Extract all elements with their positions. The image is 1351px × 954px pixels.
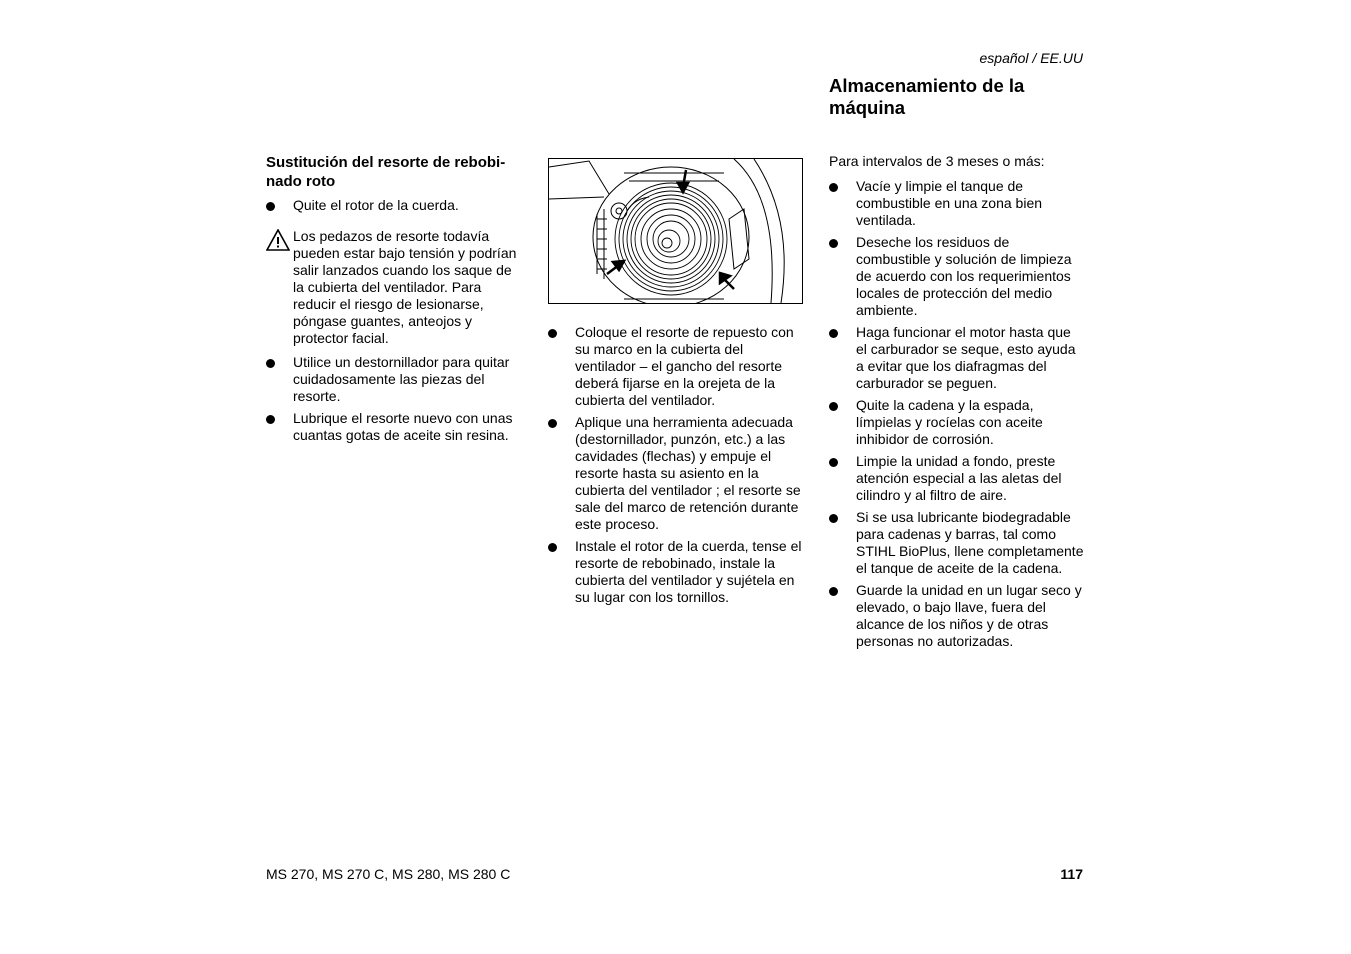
bullet-icon xyxy=(266,202,275,211)
section-title xyxy=(829,75,1089,119)
list-item xyxy=(829,509,1085,577)
list-item-text: Guarde la unidad en un lugar seco y elevado, o bajo llave, fuera del alcance de los niños y de otras personas no autorizadas. xyxy=(856,582,1082,649)
bullet-icon xyxy=(829,239,838,248)
list-item-text: Si se usa lubricante biodegradable para cadenas y barras, tal como STIHL BioPlus, llene completamente el tanque de aceite de la cadena. xyxy=(856,509,1084,576)
bullet-icon xyxy=(829,514,838,523)
list-item xyxy=(548,324,804,409)
list-item xyxy=(266,410,526,444)
list-item-text: Limpie la unidad a fondo, preste atención especial a las aletas del cilindro y al filtro de aire. xyxy=(856,453,1062,503)
warning-triangle-icon xyxy=(266,229,290,251)
list-item xyxy=(266,354,526,405)
warning-note xyxy=(266,228,526,347)
list-item xyxy=(829,324,1085,392)
list-item-text: Aplique una herramienta adecuada (destornillador, punzón, etc.) a las cavidades (flechas) y empuje el resorte hasta su asiento en la cubierta del ventilador ; el resorte se sale del marco de retención durante este proceso. xyxy=(575,414,801,532)
bullet-icon xyxy=(829,329,838,338)
bullet-icon xyxy=(829,587,838,596)
subsection-heading xyxy=(266,153,526,191)
rewind-spring-illustration xyxy=(548,158,803,304)
list-item-text: Instale el rotor de la cuerda, tense el resorte de rebobinado, instale la cubierta del ventilador y sujétela en su lugar con los tornillos. xyxy=(575,538,802,605)
list-item xyxy=(266,197,526,214)
language-label: español / EE.UU xyxy=(979,50,1083,66)
list-item-text: Quite el rotor de la cuerda. xyxy=(293,197,459,213)
warning-text: Los pedazos de resorte todavía pueden estar bajo tensión y podrían salir lanzados cuando los saque de la cubierta del ventilador. Para reducir el riesgo de lesionarse, póngase guantes, anteojos y protector facial. xyxy=(293,228,517,346)
bullet-icon xyxy=(548,543,557,552)
list-item-text: Lubrique el resorte nuevo con unas cuantas gotas de aceite sin resina. xyxy=(293,410,513,443)
bullet-icon xyxy=(548,329,557,338)
list-item xyxy=(829,178,1085,229)
bullet-icon xyxy=(829,458,838,467)
bullet-icon xyxy=(266,359,275,368)
list-item-text: Coloque el resorte de repuesto con su marco en la cubierta del ventilador – el gancho del resorte deberá fijarse en la orejeta de la cubierta del ventilador. xyxy=(575,324,794,408)
footer-model-list: MS 270, MS 270 C, MS 280, MS 280 C xyxy=(266,866,511,882)
subsection-heading-line-1: Sustitución del resorte de rebobi- xyxy=(266,154,506,171)
list-item-text: Haga funcionar el motor hasta que el carburador se seque, esto ayuda a evitar que los diafragmas del carburador se peguen. xyxy=(856,324,1076,391)
list-item xyxy=(829,397,1085,448)
list-item xyxy=(548,414,804,533)
list-item xyxy=(829,453,1085,504)
bullet-icon xyxy=(548,419,557,428)
list-item xyxy=(548,538,804,606)
page-number: 117 xyxy=(1060,866,1083,882)
list-item-text: Quite la cadena y la espada, límpielas y rocíelas con aceite inhibidor de corrosión. xyxy=(856,397,1043,447)
section-title-line-2: máquina xyxy=(829,97,906,118)
right-column xyxy=(829,153,1085,655)
list-item xyxy=(829,234,1085,319)
left-column xyxy=(266,153,526,449)
bullet-icon xyxy=(829,402,838,411)
intro-text: Para intervalos de 3 meses o más: xyxy=(829,153,1045,169)
spring-diagram xyxy=(549,159,802,303)
section-title-line-1: Almacenamiento de la xyxy=(829,75,1025,96)
subsection-heading-line-2: nado roto xyxy=(266,173,336,190)
list-item xyxy=(829,582,1085,650)
list-item-text: Deseche los residuos de combustible y solución de limpieza de acuerdo con los requerimientos locales de protección del medio ambiente. xyxy=(856,234,1072,318)
list-item-text: Vacíe y limpie el tanque de combustible en una zona bien ventilada. xyxy=(856,178,1043,228)
bullet-icon xyxy=(829,183,838,192)
middle-column xyxy=(548,324,804,611)
bullet-icon xyxy=(266,415,275,424)
list-item-text: Utilice un destornillador para quitar cuidadosamente las piezas del resorte. xyxy=(293,354,510,404)
